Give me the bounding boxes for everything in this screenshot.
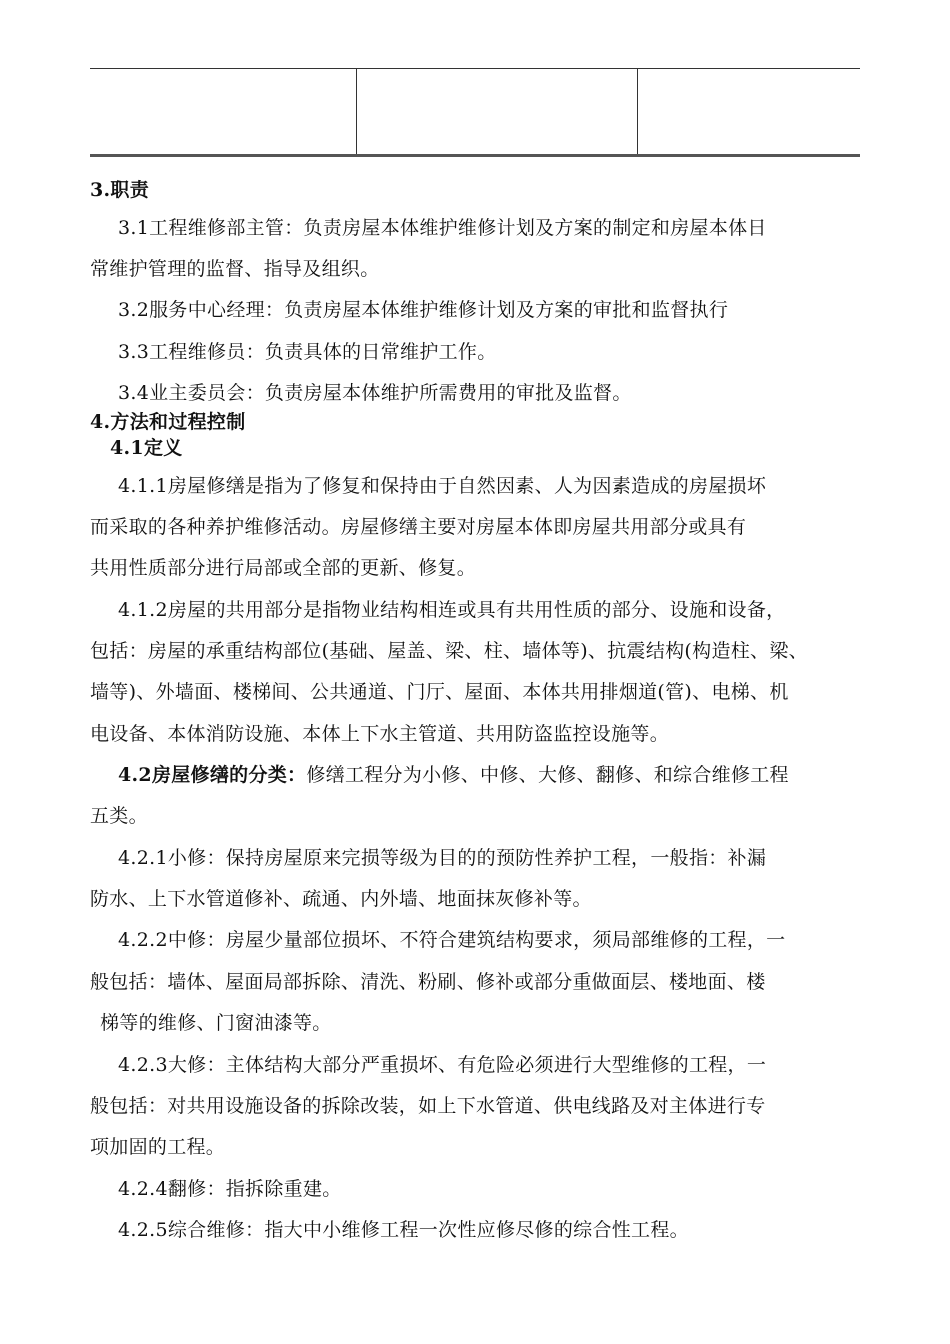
paragraph-4-1-2-cont: 墙等)、外墙面、楼梯间、公共通道、门厅、屋面、本体共用排烟道(管)、电梯、机 bbox=[90, 681, 789, 703]
paragraph-4-2-cont: 五类。 bbox=[90, 805, 148, 827]
table-divider bbox=[637, 69, 638, 154]
section-3-heading: 3.职责 bbox=[90, 179, 150, 201]
paragraph-4-1-1-cont: 共用性质部分进行局部或全部的更新、修复。 bbox=[90, 557, 477, 579]
section-4-1-heading: 4.1定义 bbox=[110, 437, 183, 459]
paragraph-4-2-2-cont: 般包括：墙体、屋面局部拆除、清洗、粉刷、修补或部分重做面层、楼地面、楼 bbox=[90, 971, 766, 993]
paragraph-4-2-1-cont: 防水、上下水管道修补、疏通、内外墙、地面抹灰修补等。 bbox=[90, 888, 592, 910]
paragraph-4-1-2-cont: 包括：房屋的承重结构部位(基础、屋盖、梁、柱、墙体等)、抗震结构(构造柱、梁、 bbox=[90, 640, 808, 662]
paragraph-4-2-1: 4.2.1小修：保持房屋原来完损等级为目的的预防性养护工程，一般指：补漏 bbox=[118, 847, 767, 869]
paragraph-3-1-cont: 常维护管理的监督、指导及组织。 bbox=[90, 258, 380, 280]
paragraph-4-1-2: 4.1.2房屋的共用部分是指物业结构相连或具有共用性质的部分、设施和设备， bbox=[118, 599, 786, 621]
paragraph-4-1-2-cont: 电设备、本体消防设施、本体上下水主管道、共用防盗监控设施等。 bbox=[90, 723, 670, 745]
paragraph-4-2-4: 4.2.4翻修：指拆除重建。 bbox=[118, 1178, 342, 1200]
section-4-heading: 4.方法和过程控制 bbox=[90, 411, 246, 433]
header-table-fragment bbox=[90, 68, 860, 157]
section-4-2-heading: 4.2房屋修缮的分类： bbox=[118, 764, 307, 786]
paragraph-4-1-1-cont: 而采取的各种养护维修活动。房屋修缮主要对房屋本体即房屋共用部分或具有 bbox=[90, 516, 747, 538]
paragraph-4-2-3-cont: 项加固的工程。 bbox=[90, 1136, 226, 1158]
paragraph-4-2-text: 修缮工程分为小修、中修、大修、翻修、和综合维修工程 bbox=[306, 764, 789, 786]
paragraph-4-2-3: 4.2.3大修：主体结构大部分严重损坏、有危险必须进行大型维修的工程，一 bbox=[118, 1054, 767, 1076]
paragraph-4-2-5: 4.2.5综合维修：指大中小维修工程一次性应修尽修的综合性工程。 bbox=[118, 1219, 689, 1241]
paragraph-3-4: 3.4业主委员会：负责房屋本体维护所需费用的审批及监督。 bbox=[118, 382, 632, 404]
paragraph-4-1-1: 4.1.1房屋修缮是指为了修复和保持由于自然因素、人为因素造成的房屋损坏 bbox=[118, 475, 767, 497]
paragraph-4-2 bbox=[118, 762, 789, 788]
paragraph-4-2-3-cont: 般包括：对共用设施设备的拆除改装，如上下水管道、供电线路及对主体进行专 bbox=[90, 1095, 766, 1117]
paragraph-3-2: 3.2服务中心经理：负责房屋本体维护维修计划及方案的审批和监督执行 bbox=[118, 299, 729, 321]
paragraph-4-2-2-cont: 梯等的维修、门窗油漆等。 bbox=[100, 1012, 332, 1034]
paragraph-3-1: 3.1工程维修部主管：负责房屋本体维护维修计划及方案的制定和房屋本体日 bbox=[118, 217, 767, 239]
paragraph-4-2-2: 4.2.2中修：房屋少量部位损坏、不符合建筑结构要求，须局部维修的工程，一 bbox=[118, 929, 786, 951]
paragraph-3-3: 3.3工程维修员：负责具体的日常维护工作。 bbox=[118, 341, 497, 363]
table-divider bbox=[356, 69, 357, 154]
